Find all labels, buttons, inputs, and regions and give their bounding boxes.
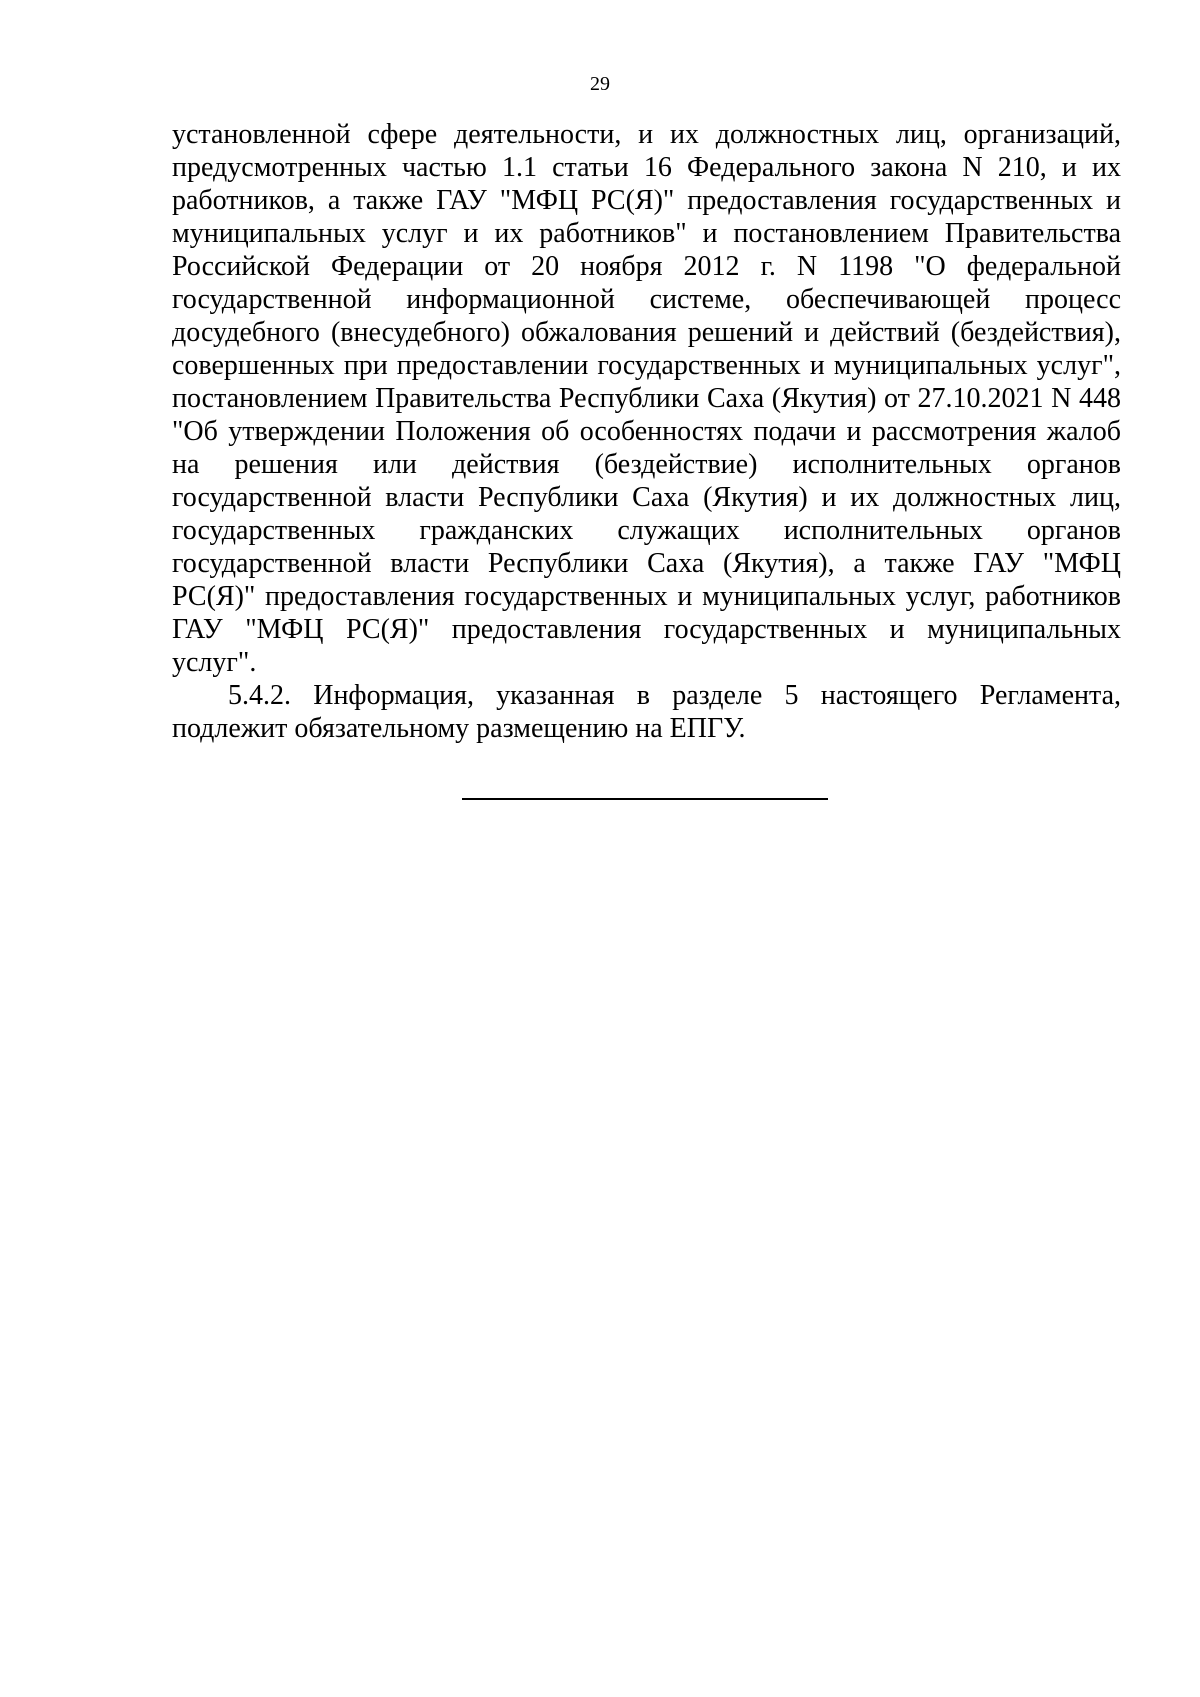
text-line: предусмотренных частью 1.1 статьи 16 Федерального закона N 210, и их: [172, 152, 1121, 183]
separator-line: [462, 798, 828, 800]
text-line: государственных гражданских служащих исполнительных органов: [172, 515, 1121, 546]
text-line: государственной власти Республики Саха (Якутия), а также ГАУ "МФЦ: [172, 548, 1121, 579]
text-line: подлежит обязательному размещению на ЕПГУ.: [172, 713, 746, 744]
text-line: работников, а также ГАУ "МФЦ РС(Я)" предоставления государственных и: [172, 185, 1121, 216]
text-line: установленной сфере деятельности, и их должностных лиц, организаций,: [172, 119, 1121, 150]
text-line: Российской Федерации от 20 ноября 2012 г. N 1198 "О федеральной: [172, 251, 1121, 282]
text-line: услуг".: [172, 647, 257, 678]
text-line: государственной власти Республики Саха (Якутия) и их должностных лиц,: [172, 482, 1121, 513]
text-line: на решения или действия (бездействие) исполнительных органов: [172, 449, 1121, 480]
text-line: "Об утверждении Положения об особенностях подачи и рассмотрения жалоб: [172, 416, 1121, 447]
text-line: государственной информационной системе, обеспечивающей процесс: [172, 284, 1121, 315]
text-line: совершенных при предоставлении государственных и муниципальных услуг",: [172, 350, 1121, 381]
text-line: досудебного (внесудебного) обжалования решений и действий (бездействия),: [172, 317, 1121, 348]
text-line: РС(Я)" предоставления государственных и муниципальных услуг, работников: [172, 581, 1121, 612]
body-text: [172, 118, 1121, 745]
text-line: ГАУ "МФЦ РС(Я)" предоставления государственных и муниципальных: [172, 614, 1121, 645]
text-line: муниципальных услуг и их работников" и постановлением Правительства: [172, 218, 1121, 249]
paragraph-first-line: 5.4.2. Информация, указанная в разделе 5 настоящего Регламента,: [228, 680, 1121, 711]
page-number: 29: [590, 73, 610, 95]
text-line: постановлением Правительства Республики Саха (Якутия) от 27.10.2021 N 448: [172, 383, 1121, 414]
